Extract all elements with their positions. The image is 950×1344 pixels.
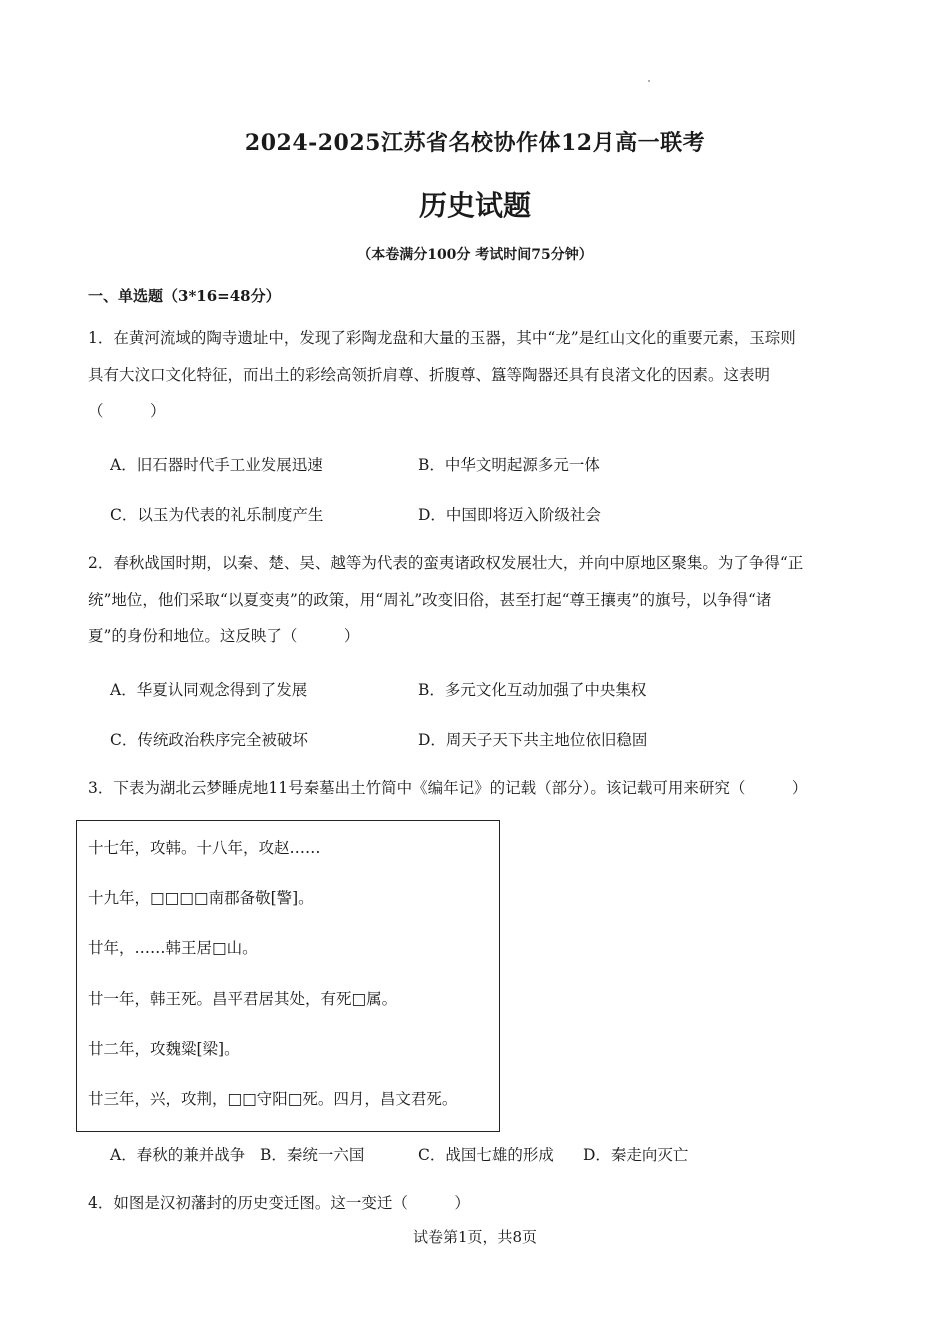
- q2-option-c: C．传统政治秩序完全被破坏: [110, 731, 308, 749]
- q1-option-c: C．以玉为代表的礼乐制度产生: [110, 506, 324, 524]
- q3-option-d: D．秦走向灭亡: [583, 1146, 689, 1164]
- excerpt-line: 廿三年，兴，攻荆，□□守阳□死。四月，昌文君死。: [88, 1090, 458, 1108]
- q1-option-d: D．中国即将迈入阶级社会: [418, 506, 601, 524]
- q4-line-1: 4．如图是汉初藩封的历史变迁图。这一变迁（ ）: [88, 1194, 470, 1212]
- exam-title: 2024-2025江苏省名校协作体12月高一联考: [244, 130, 706, 156]
- q2-option-b: B．多元文化互动加强了中央集权: [418, 681, 647, 699]
- q1-line-3: （ ）: [88, 402, 166, 420]
- q2-line-1: 2．春秋战国时期，以秦、楚、吴、越等为代表的蛮夷诸政权发展壮大，并向中原地区聚集。为了争得“正: [88, 554, 804, 572]
- excerpt-line: 十九年，□□□□南郡备敬[警]。: [88, 889, 314, 907]
- q2-option-d: D．周天子天下共主地位依旧稳固: [418, 731, 648, 749]
- q3-option-b: B．秦统一六国: [260, 1146, 365, 1164]
- q1-option-b: B．中华文明起源多元一体: [418, 456, 600, 474]
- q1-option-a: A．旧石器时代手工业发展迅速: [110, 456, 323, 474]
- q3-option-a: A．春秋的兼并战争: [110, 1146, 246, 1164]
- exam-note: （本卷满分100分 考试时间75分钟）: [357, 247, 593, 263]
- excerpt-line: 廿二年，攻魏粱[梁]。: [88, 1040, 240, 1058]
- subject-title: 历史试题: [418, 189, 531, 222]
- q2-line-3: 夏”的身份和地位。这反映了（ ）: [88, 627, 360, 645]
- page-footer: 试卷第1页，共8页: [412, 1228, 538, 1246]
- excerpt-line: 廿一年，韩王死。昌平君居其处，有死□属。: [88, 990, 398, 1008]
- excerpt-line: 廿年，……韩王居□山。: [88, 939, 258, 957]
- q3-option-c: C．战国七雄的形成: [418, 1146, 554, 1164]
- q3-line-1: 3．下表为湖北云梦睡虎地11号秦墓出土竹简中《编年记》的记载（部分）。该记载可用来研究（ ）: [88, 779, 808, 797]
- excerpt-line: 十七年，攻韩。十八年，攻赵……: [88, 839, 321, 857]
- bamboo-slip-excerpt-box: [76, 820, 500, 1132]
- q1-line-1: 1．在黄河流域的陶寺遗址中，发现了彩陶龙盘和大量的玉器，其中“龙”是红山文化的重要元素，玉琮则: [88, 329, 796, 347]
- q1-line-2: 具有大汶口文化特征，而出土的彩绘高领折肩尊、折腹尊、簋等陶器还具有良渚文化的因素。这表明: [88, 366, 771, 384]
- q2-option-a: A．华夏认同观念得到了发展: [110, 681, 308, 699]
- q2-line-2: 统”地位，他们采取“以夏变夷”的政策，用“周礼”改变旧俗，甚至打起“尊王攘夷”的旗号，以争得“诸: [88, 591, 772, 609]
- section-heading: 一、单选题（3*16=48分）: [88, 287, 281, 305]
- scan-speck: [648, 80, 650, 82]
